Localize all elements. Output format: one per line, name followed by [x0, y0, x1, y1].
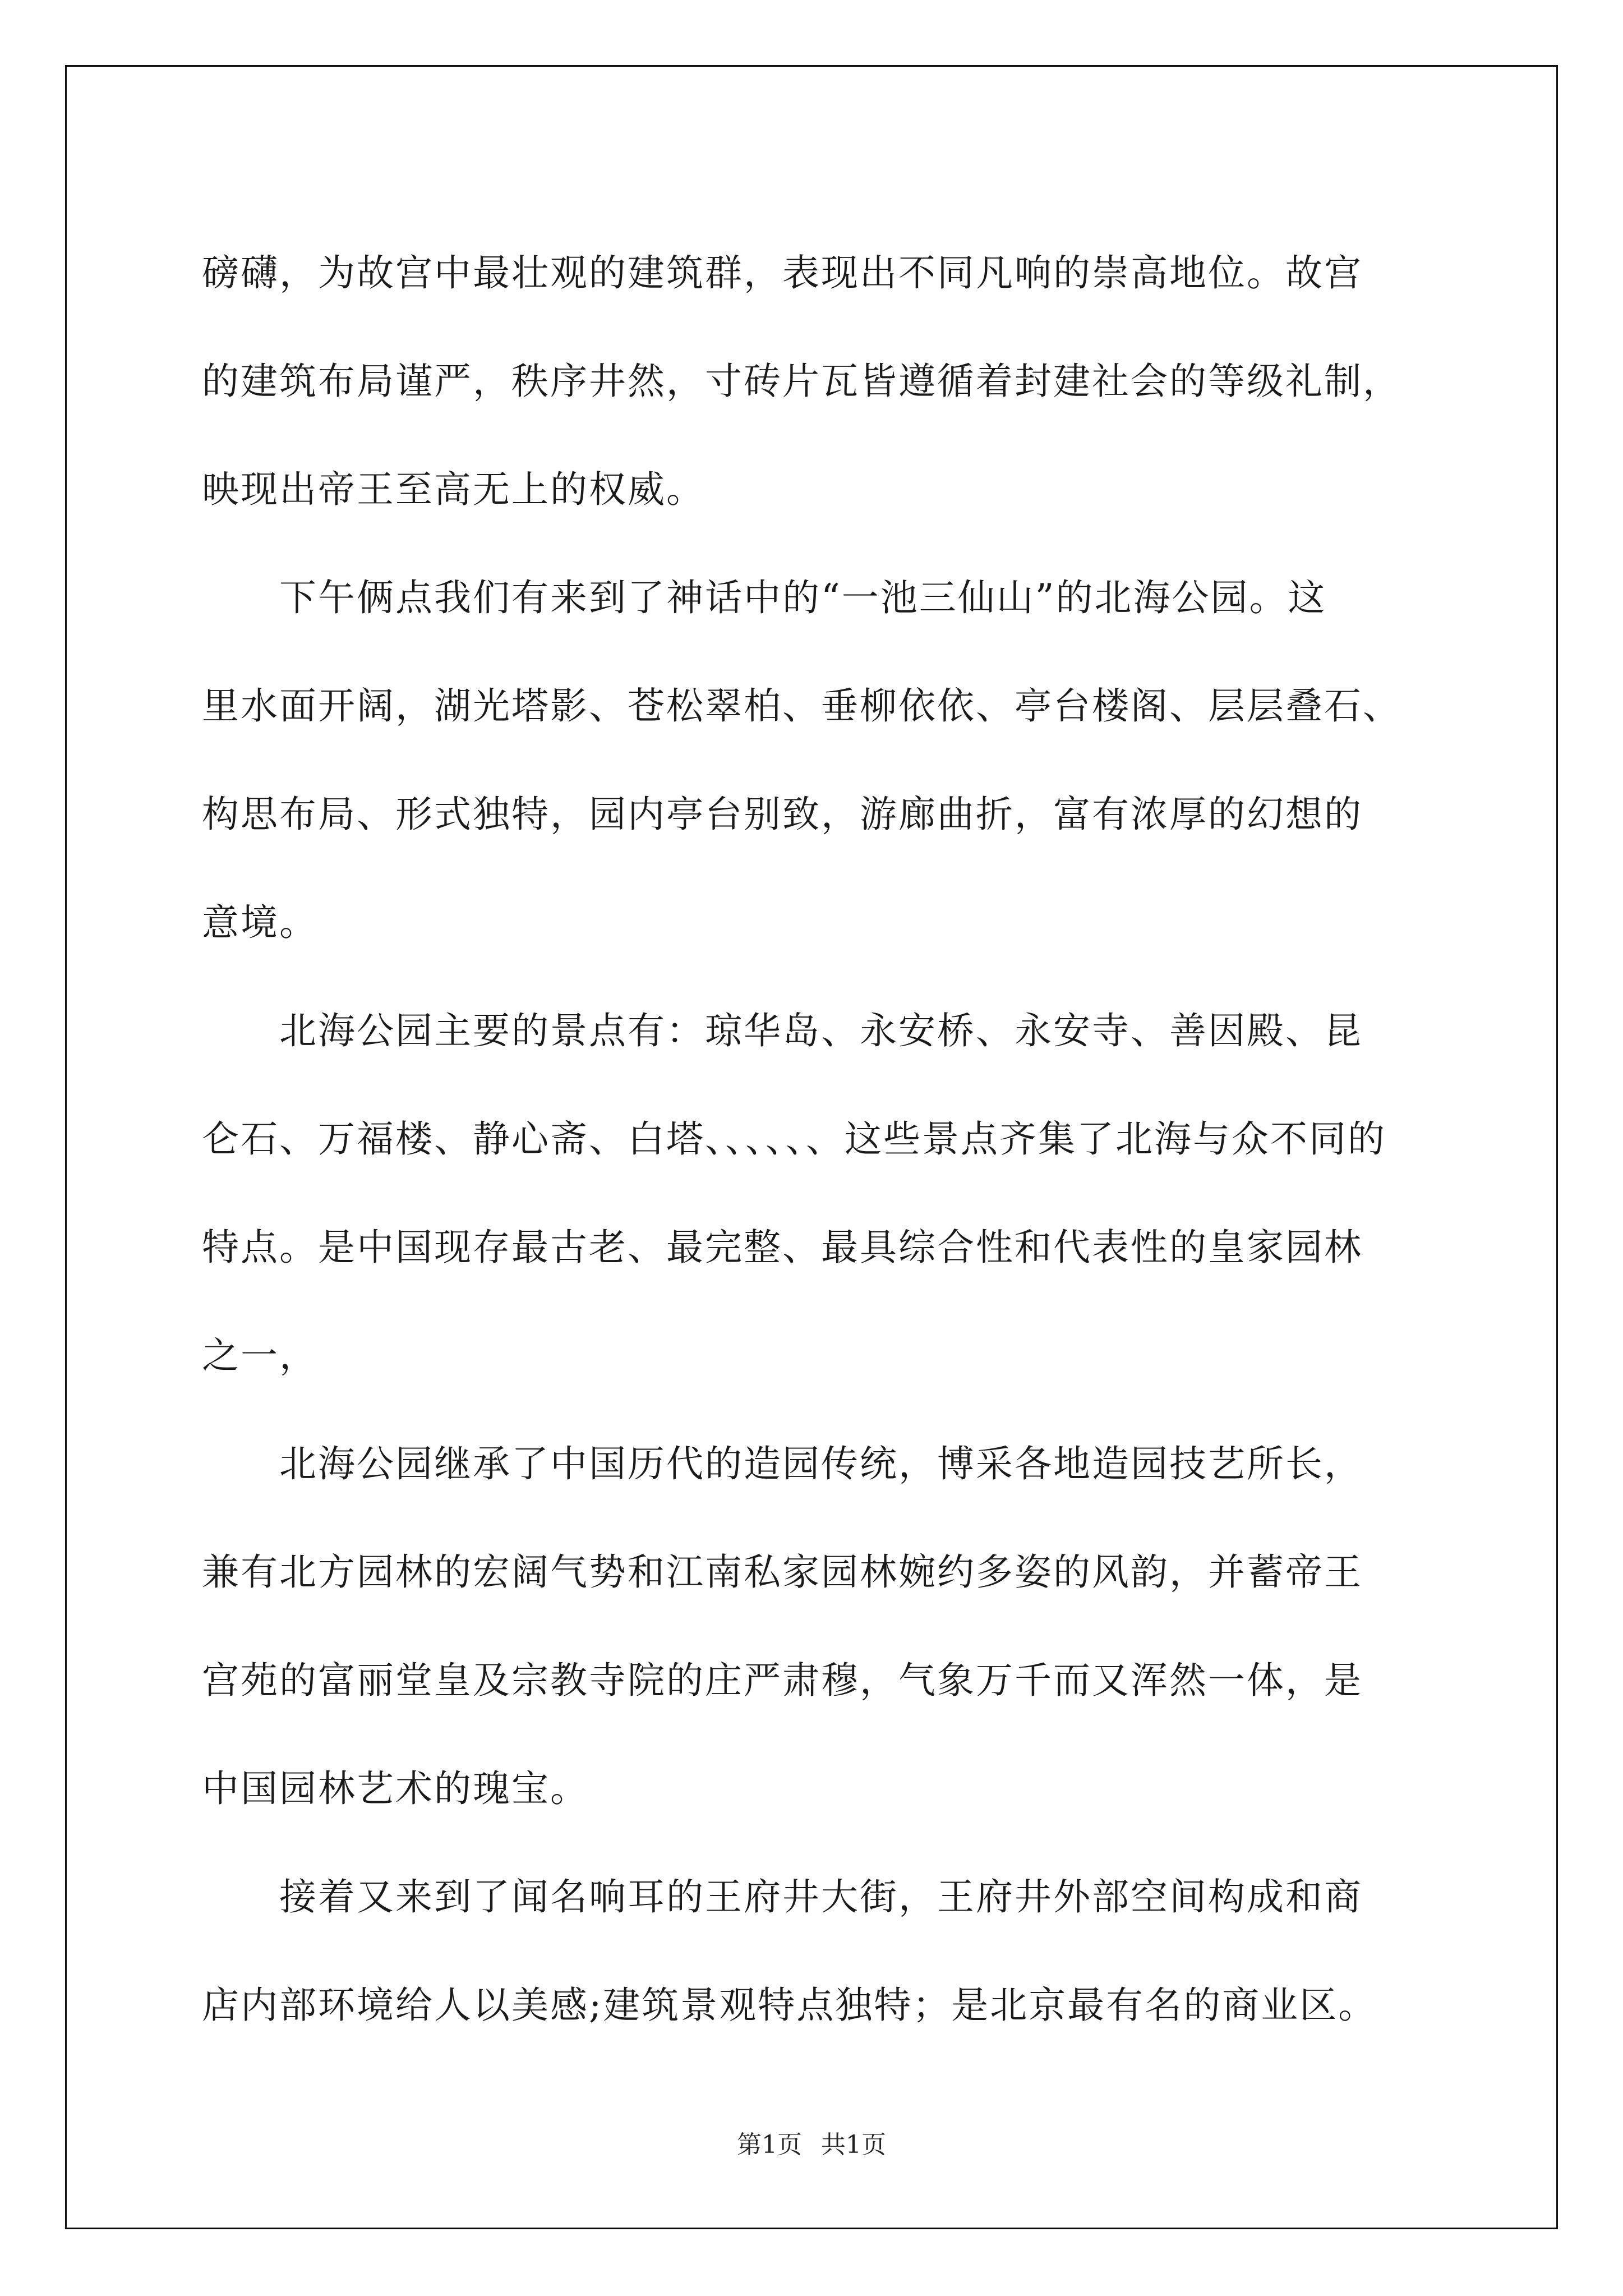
paragraph-1	[202, 219, 1424, 544]
text-line: 接着又来到了闻名响耳的王府井大街，王府井外部空间构成和商	[202, 1875, 1363, 1918]
text-line: 北海公园主要的景点有：琼华岛、永安桥、永安寺、善因殿、昆	[202, 1009, 1363, 1052]
text-line: 宫苑的富丽堂皇及宗教寺院的庄严肃穆，气象万千而又浑然一体，是	[202, 1659, 1363, 1702]
text-line: 下午俩点我们有来到了神话中的“一池三仙山”的北海公园。这	[202, 576, 1327, 619]
text-line: 特点。是中国现存最古老、最完整、最具综合性和代表性的皇家园林	[202, 1226, 1363, 1269]
document-body	[202, 219, 1424, 2059]
text-line: 里水面开阔，湖光塔影、苍松翠柏、垂柳依依、亭台楼阁、层层叠石、	[202, 684, 1401, 728]
text-line: 兼有北方园林的宏阔气势和江南私家园林婉约多姿的风韵，并蓄帝王	[202, 1550, 1363, 1594]
text-line: 店内部环境给人以美感;建筑景观特点独特；是北京最有名的商业区。	[202, 1984, 1377, 2027]
paragraph-4	[202, 1410, 1424, 1843]
text-line: 映现出帝王至高无上的权威。	[202, 468, 705, 511]
text-line: 磅礴，为故宫中最壮观的建筑群，表现出不同凡响的崇高地位。故宫	[202, 251, 1363, 295]
paragraph-3	[202, 977, 1424, 1410]
page-number: 第1页	[737, 2131, 802, 2159]
page-total: 共1页	[821, 2131, 886, 2159]
text-line: 构思布局、形式独特，园内亭台别致，游廊曲折，富有浓厚的幻想的	[202, 793, 1363, 836]
text-line: 北海公园继承了中国历代的造园传统，博采各地造园技艺所长，	[202, 1442, 1363, 1485]
text-line: 中国园林艺术的瑰宝。	[202, 1767, 589, 1810]
text-line: 仑石、万福楼、静心斋、白塔、、、、、、这些景点齐集了北海与众不同的	[202, 1117, 1386, 1161]
paragraph-2	[202, 544, 1424, 977]
text-line: 之一，	[202, 1334, 318, 1377]
page-footer	[0, 2128, 1623, 2162]
text-line: 意境。	[202, 901, 318, 944]
paragraph-5	[202, 1843, 1424, 2059]
text-line: 的建筑布局谨严，秩序井然，寸砖片瓦皆遵循着封建社会的等级礼制，	[202, 360, 1401, 403]
